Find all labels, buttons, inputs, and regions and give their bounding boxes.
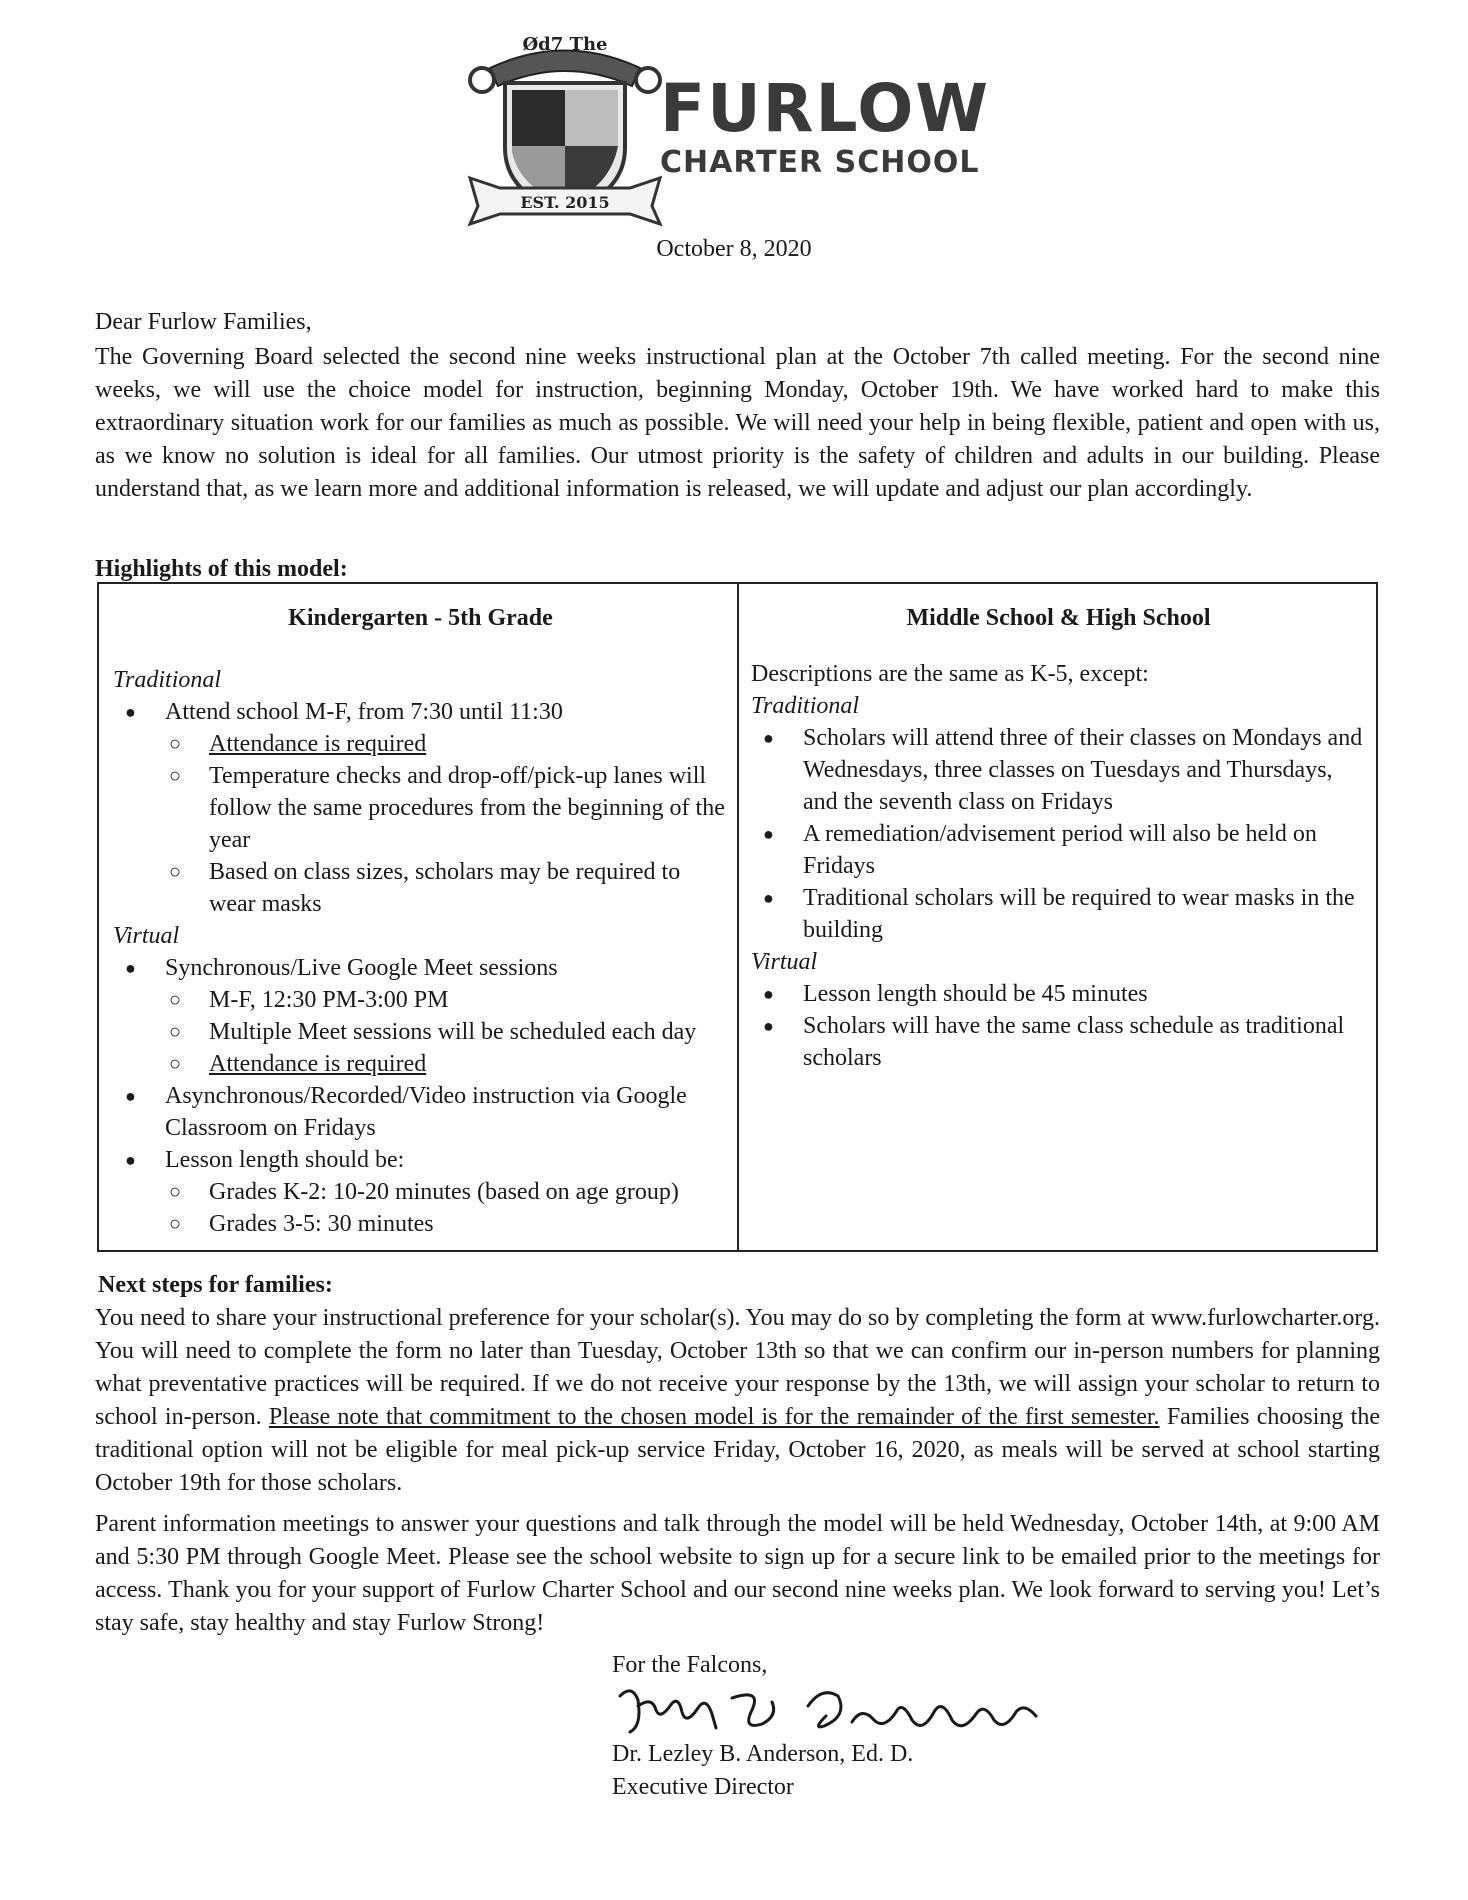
next-steps-heading: Next steps for families: [98,1272,333,1298]
intro-paragraph: The Governing Board selected the second nine weeks instructional plan at the October 7th called meeting. For the second nine weeks, we will use the choice model for instruction, beginning Monday, October 19th. We have worked hard to make this extraordinary situation work for our families as much as possible. We will need your help in being flexible, patient and open with us, as we know no solution is ideal for all families. Our utmost priority is the safety of children and adults in our building. Please understand that, as we learn more and additional information is released, we will update and adjust our plan accordingly. [95,344,1380,502]
letterhead [460,28,1020,228]
ms-hs-heading: Middle School & High School [906,605,1211,631]
ms-hs-trad-bullet-masks: ● Traditional scholars will be required to wear masks in the building [751,882,1366,946]
ms-hs-column [751,584,1366,1074]
next-steps-text-a: You need to share your instructional preference for your scholar(s). You may do so by completing the form at www.furlowcharter.org. You will need to complete the form no later than Tuesday, October 13th so that we can confirm our in-person numbers for planning what preventative practices will be required. If we do not receive your response by the 13th, we will assign your scholar to return to school in-person. [95,1305,1380,1430]
crest-est-text: EST. 2015 [520,193,610,212]
k5-trad-sub-temperature: ○ Temperature checks and drop-off/pick-up lanes will follow the same procedures from the beginning of the year [113,760,728,856]
ms-hs-trad-bullet-remediation: ● A remediation/advisement period will also be held on Fridays [751,818,1366,882]
k5-traditional-label: Traditional [113,667,222,693]
ms-hs-traditional-label: Traditional [751,693,860,719]
k5-column [113,584,728,1240]
commitment-note: Please note that commitment to the chosen model is for the remainder of the first semester. [268,1404,1160,1430]
k5-virt-sub-hours: ○ M-F, 12:30 PM-3:00 PM [113,984,728,1016]
k5-virtual-label: Virtual [113,923,180,949]
signatory-title: Executive Director [612,1774,794,1800]
k5-virt-sub-35: ○ Grades 3-5: 30 minutes [113,1208,728,1240]
crest-motto: Ød7 The [522,34,608,55]
k5-virt-bullet-sync: ● Synchronous/Live Google Meet sessions [113,952,728,984]
school-subtitle: CHARTER SCHOOL [660,145,980,180]
school-crest-logo [460,28,670,228]
ms-hs-virt-bullet-schedule: ● Scholars will have the same class schedule as traditional scholars [751,1010,1366,1074]
k5-virt-sub-sessions: ○ Multiple Meet sessions will be scheduled each day [113,1016,728,1048]
table-divider [737,584,739,1250]
school-name: FURLOW [660,70,991,147]
school-wordmark [660,70,991,180]
ms-hs-virt-bullet-length: ● Lesson length should be 45 minutes [751,978,1366,1010]
k5-virt-bullet-length: ● Lesson length should be: [113,1144,728,1176]
k5-virt-sub-k2: ○ Grades K-2: 10-20 minutes (based on age group) [113,1176,728,1208]
closing-line: For the Falcons, [612,1652,768,1678]
letter-date: October 8, 2020 [656,236,812,262]
k5-trad-sub-attendance: ○ Attendance is required [113,728,728,760]
signatory-name: Dr. Lezley B. Anderson, Ed. D. [612,1741,914,1767]
meetings-paragraph: Parent information meetings to answer your questions and talk through the model will be held Wednesday, October 14th, at 9:00 AM and 5:30 PM through Google Meet. Please see the school website to sign up for a secure link to be emailed prior to the meetings for access. Thank you for your support of Furlow Charter School and our second nine weeks plan. We look forward to serving you! Let’s stay safe, stay healthy and stay Furlow Strong! [95,1511,1380,1636]
ms-hs-intro: Descriptions are the same as K-5, except: [751,661,1149,687]
k5-heading: Kindergarten - 5th Grade [288,605,553,631]
highlights-heading: Highlights of this model: [95,556,348,582]
handwritten-signature [612,1676,1052,1740]
k5-trad-bullet: ● Attend school M-F, from 7:30 until 11:30 [113,696,728,728]
signatory-block [612,1738,913,1804]
ms-hs-virtual-label: Virtual [751,949,818,975]
k5-virt-sub-attendance: ○ Attendance is required [113,1048,728,1080]
salutation: Dear Furlow Families, [95,309,312,335]
next-steps-paragraph [95,1302,1380,1500]
ms-hs-trad-bullet-schedule: ● Scholars will attend three of their classes on Mondays and Wednesdays, three classes on Tuesdays and Thursdays, and the seventh class on Fridays [751,722,1366,818]
highlights-table [97,582,1378,1252]
k5-virt-bullet-async: ● Asynchronous/Recorded/Video instruction via Google Classroom on Fridays [113,1080,728,1144]
next-steps-text-b: Families choosing the traditional option will not be eligible for meal pick-up service Friday, October 16, 2020, as meals will be served at school starting October 19th for those scholars. [95,1404,1380,1496]
k5-trad-sub-masks: ○ Based on class sizes, scholars may be required to wear masks [113,856,728,920]
